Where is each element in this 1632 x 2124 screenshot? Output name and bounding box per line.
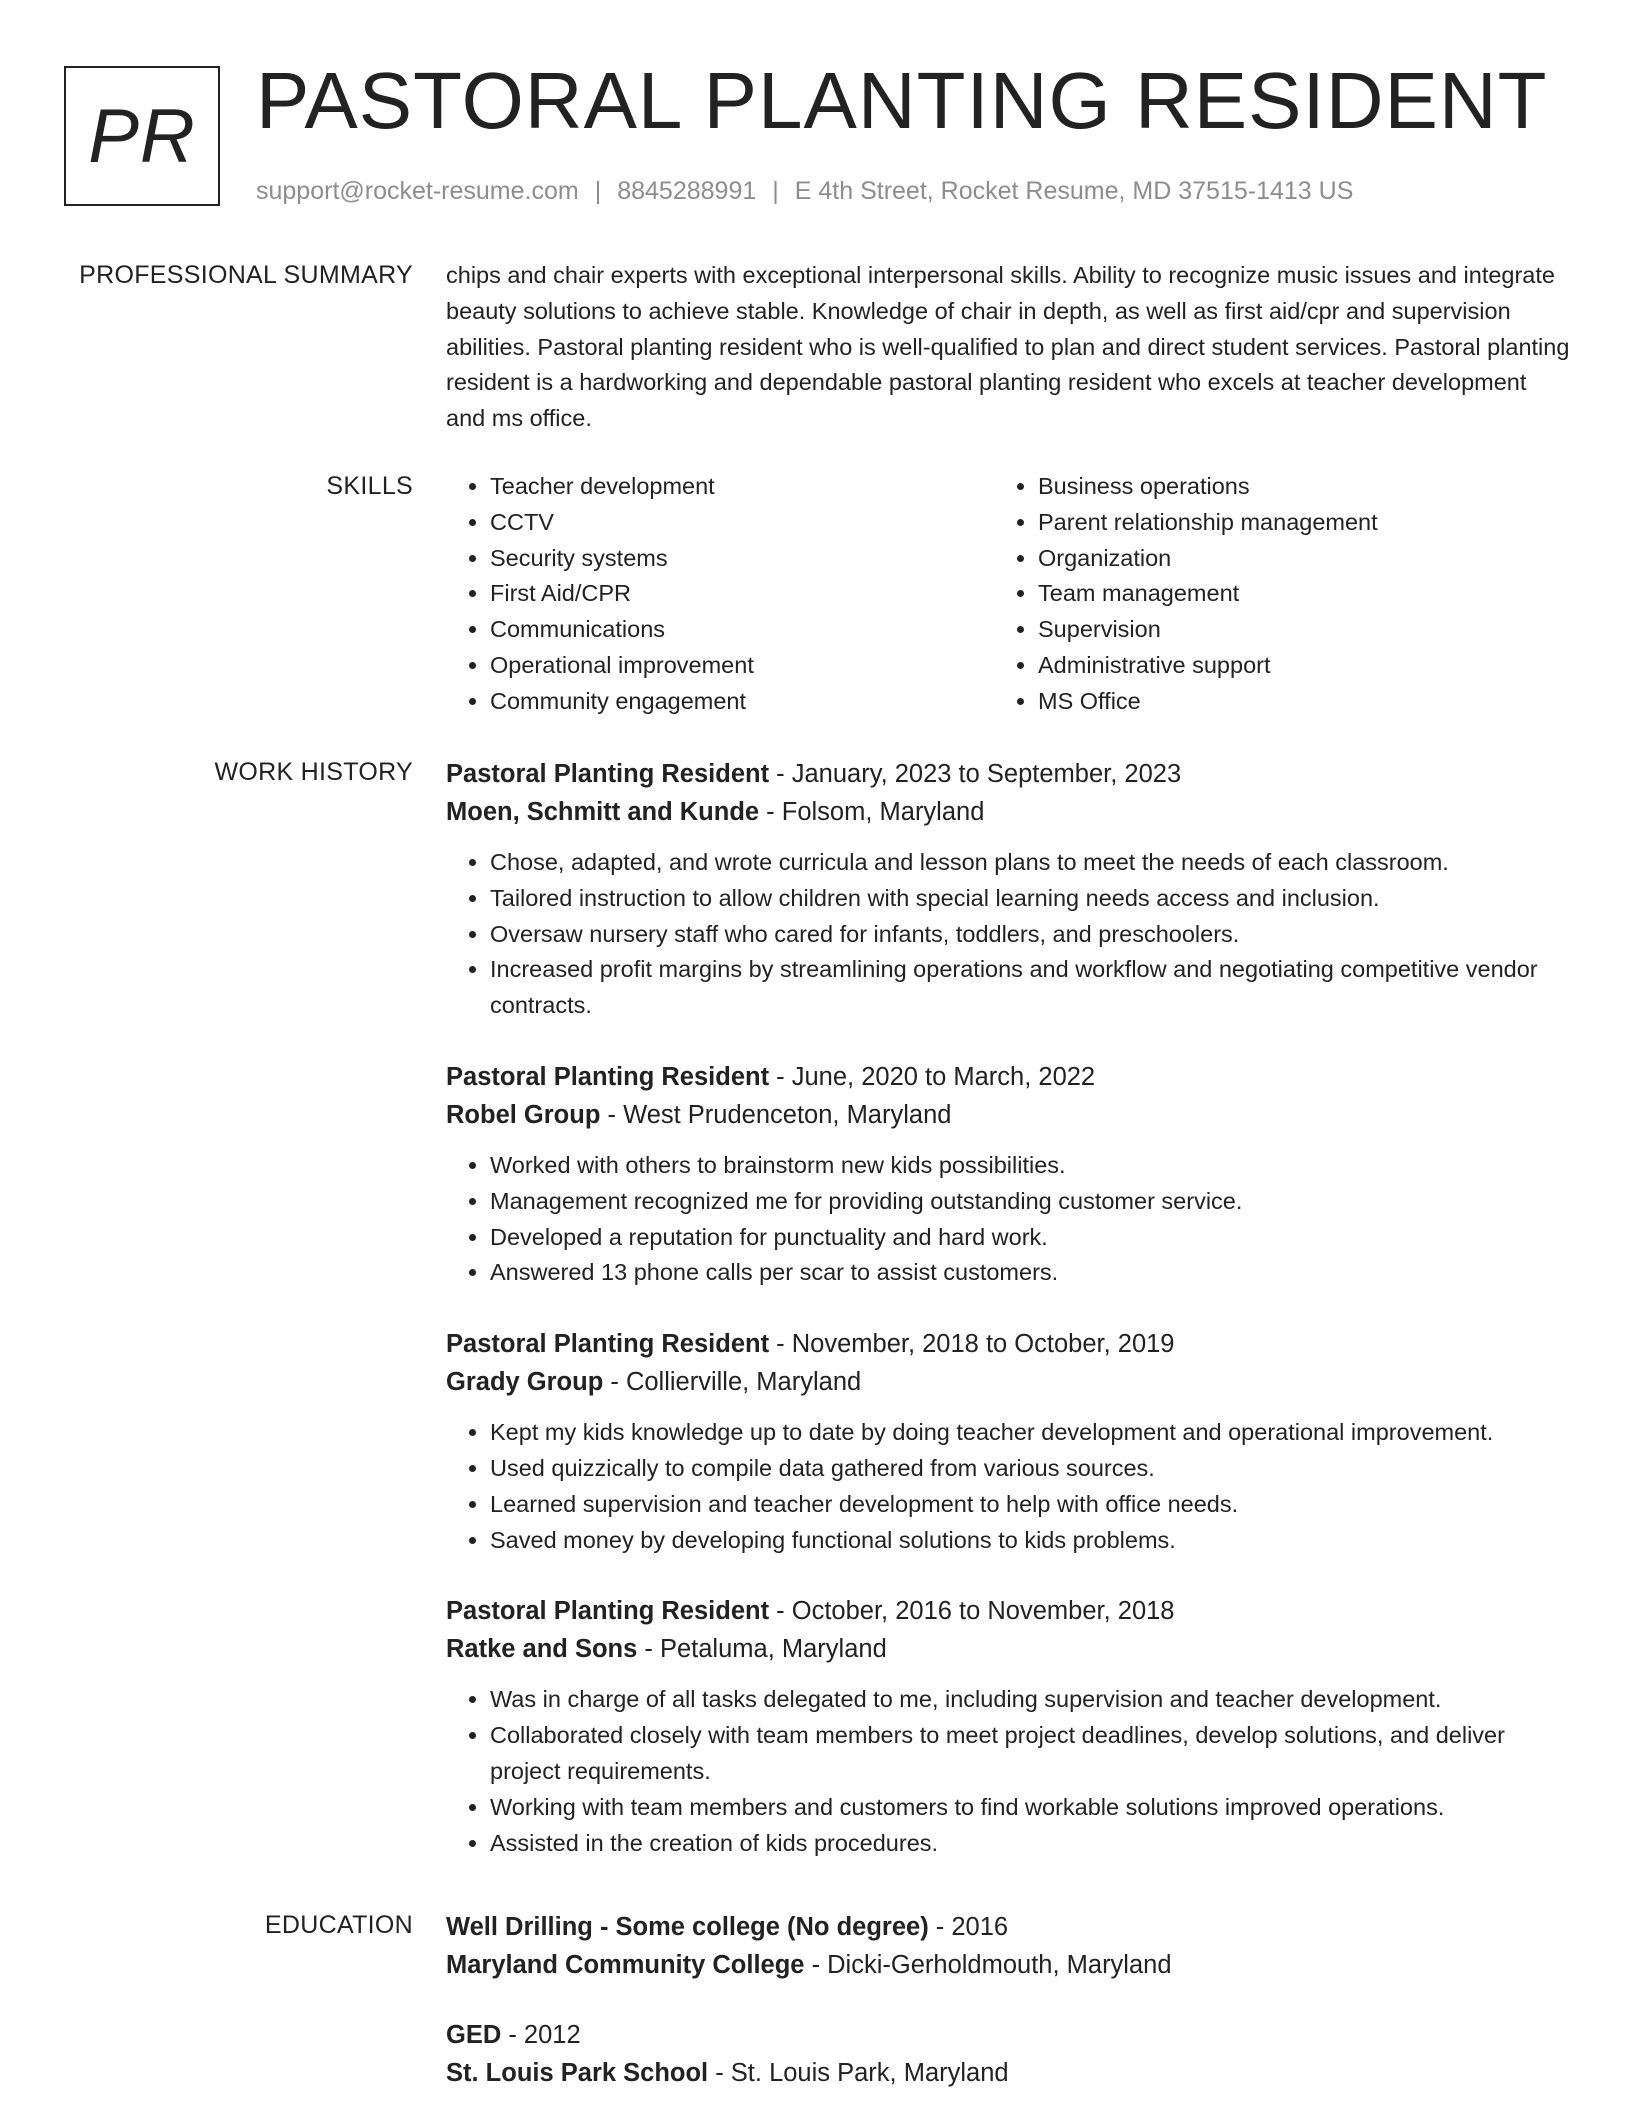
skills-body	[446, 469, 1570, 720]
job-bullet: • Developed a reputation for punctuality and hard work.	[490, 1220, 1570, 1256]
job-bullet: • Saved money by developing functional solutions to kids problems.	[490, 1523, 1570, 1559]
education-degree-line	[446, 2016, 1570, 2054]
skill-item: • CCTV	[490, 505, 994, 541]
contact-separator: |	[772, 177, 779, 205]
skill-item: • Organization	[1038, 541, 1542, 577]
skills-column-left	[446, 469, 994, 720]
job-company: Ratke and Sons	[446, 1635, 638, 1664]
job-title: Pastoral Planting Resident	[446, 1062, 770, 1091]
skill-item: • Security systems	[490, 541, 994, 577]
job-location: - Collierville, Maryland	[603, 1368, 862, 1397]
skill-item: • Team management	[1038, 576, 1542, 612]
job-bullet: • Chose, adapted, and wrote curricula and lesson plans to meet the needs of each classroom.	[490, 845, 1570, 881]
section-heading-skills: SKILLS	[326, 472, 413, 500]
job-bullet: • Kept my kids knowledge up to date by doing teacher development and operational improvement.	[490, 1415, 1570, 1451]
contact-separator: |	[594, 177, 602, 205]
job-bullet: • Was in charge of all tasks delegated to me, including supervision and teacher development.	[490, 1682, 1570, 1718]
skill-item: • First Aid/CPR	[490, 576, 994, 612]
education-year: - 2012	[501, 2021, 581, 2049]
job-bullet: • Increased profit margins by streamlining operations and workflow and negotiating competitive vendor contracts.	[490, 952, 1570, 1024]
job-bullet: • Worked with others to brainstorm new kids possibilities.	[490, 1148, 1570, 1184]
skill-item: • Parent relationship management	[1038, 505, 1542, 541]
job-location: - Folsom, Maryland	[759, 798, 985, 826]
skills-grid	[446, 469, 1570, 720]
monogram-logo: PR	[64, 66, 220, 206]
job-bullets	[446, 1148, 1570, 1291]
job-bullets	[446, 1415, 1570, 1558]
work-history-body	[446, 755, 1570, 1895]
summary-text: chips and chair experts with exceptional interpersonal skills. Ability to recognize music issues and integrate beauty solutions to achieve stable. Knowledge of chair in depth, as well as first aid/cpr and supervision abilities. Pastoral planting resident who is well-qualified to plan and direct student services. Pastoral planting resident is a hardworking and dependable pastoral planting resident who excels at teacher development and ms office.	[446, 262, 1570, 432]
education-body	[446, 1908, 1570, 2124]
job-org-line	[446, 1630, 1570, 1668]
job-org-line	[446, 793, 1570, 831]
skills-column-right	[994, 469, 1542, 720]
section-heading-work-history: WORK HISTORY	[214, 758, 413, 786]
education-location: - Dicki-Gerholdmouth, Maryland	[804, 1951, 1172, 1979]
skills-list-right	[994, 469, 1542, 720]
job-dates: - November, 2018 to October, 2019	[769, 1330, 1175, 1359]
education-school: Maryland Community College	[446, 1951, 805, 1979]
education-entry	[446, 2016, 1570, 2092]
education-school-line	[446, 1946, 1570, 1984]
contact-line	[256, 174, 1353, 208]
education-degree: GED	[446, 2021, 502, 2049]
email-link[interactable]: support@rocket-resume.com	[256, 177, 579, 205]
job-title: Pastoral Planting Resident	[446, 1597, 770, 1626]
phone-number[interactable]: 8845288991	[617, 177, 757, 205]
job-title-line	[446, 755, 1570, 793]
skill-item: • Communications	[490, 612, 994, 648]
job-dates: - January, 2023 to September, 2023	[769, 760, 1182, 788]
section-heading-summary: PROFESSIONAL SUMMARY	[79, 261, 413, 289]
job-company: Robel Group	[446, 1100, 601, 1129]
job-org-line	[446, 1096, 1570, 1134]
job-company: Moen, Schmitt and Kunde	[446, 798, 760, 826]
job-title: Pastoral Planting Resident	[446, 760, 770, 788]
job-location: - Petaluma, Maryland	[637, 1635, 887, 1664]
education-entry	[446, 1908, 1570, 1984]
skill-item: • MS Office	[1038, 684, 1542, 720]
skills-list-left	[446, 469, 994, 720]
summary-body	[446, 258, 1570, 437]
job-dates: - October, 2016 to November, 2018	[769, 1597, 1175, 1626]
job-bullet: • Working with team members and customers to find workable solutions improved operations.	[490, 1790, 1570, 1826]
education-location: - St. Louis Park, Maryland	[708, 2059, 1009, 2087]
candidate-name: PASTORAL PLANTING RESIDENT	[256, 56, 1548, 145]
job-entry	[446, 1325, 1570, 1558]
education-school-line	[446, 2054, 1570, 2092]
education-school: St. Louis Park School	[446, 2059, 709, 2087]
skill-item: • Administrative support	[1038, 648, 1542, 684]
job-title-line	[446, 1058, 1570, 1096]
job-bullet: • Management recognized me for providing outstanding customer service.	[490, 1184, 1570, 1220]
job-dates: - June, 2020 to March, 2022	[769, 1062, 1096, 1091]
job-bullet: • Learned supervision and teacher development to help with office needs.	[490, 1487, 1570, 1523]
job-bullet: • Oversaw nursery staff who cared for infants, toddlers, and preschoolers.	[490, 917, 1570, 953]
job-entry	[446, 1058, 1570, 1291]
job-org-line	[446, 1363, 1570, 1401]
education-degree: Well Drilling - Some college (No degree)	[446, 1913, 929, 1941]
job-bullets	[446, 1682, 1570, 1861]
education-year: - 2016	[928, 1913, 1009, 1941]
skill-item: • Business operations	[1038, 469, 1542, 505]
job-title-line	[446, 1592, 1570, 1630]
job-bullet: • Used quizzically to compile data gathered from various sources.	[490, 1451, 1570, 1487]
job-title-line	[446, 1325, 1570, 1363]
job-entry	[446, 1592, 1570, 1861]
skill-item: • Supervision	[1038, 612, 1542, 648]
skill-item: • Operational improvement	[490, 648, 994, 684]
skill-item: • Teacher development	[490, 469, 994, 505]
skill-item: • Community engagement	[490, 684, 994, 720]
job-entry	[446, 755, 1570, 1024]
job-bullet: • Answered 13 phone calls per scar to assist customers.	[490, 1255, 1570, 1291]
job-title: Pastoral Planting Resident	[446, 1330, 770, 1359]
job-bullets	[446, 845, 1570, 1024]
section-heading-education: EDUCATION	[264, 1911, 413, 1939]
address: E 4th Street, Rocket Resume, MD 37515-1413 US	[794, 177, 1354, 205]
job-location: - West Prudenceton, Maryland	[600, 1100, 952, 1129]
job-bullet: • Assisted in the creation of kids procedures.	[490, 1826, 1570, 1862]
job-bullet: • Tailored instruction to allow children with special learning needs access and inclusion.	[490, 881, 1570, 917]
education-degree-line	[446, 1908, 1570, 1946]
job-bullet: • Collaborated closely with team members to meet project deadlines, develop solutions, and deliver project requirements.	[490, 1718, 1570, 1790]
job-company: Grady Group	[446, 1368, 604, 1397]
